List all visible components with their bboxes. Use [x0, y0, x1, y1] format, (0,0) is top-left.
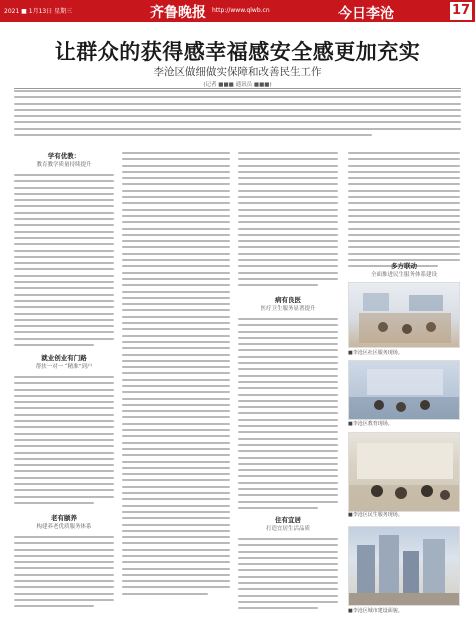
photo-caption-1: ■李沧区民生服务现场。 [348, 512, 403, 518]
column-3-text-top [238, 152, 338, 291]
photo-caption-2: ■李沧区教育现场。 [348, 421, 393, 427]
subtitle: 李沧区做细做实保障和改善民生工作 [153, 66, 322, 78]
photo-education [348, 360, 460, 420]
column-heading-elderly: 老有颐养 构建养老优质服务体系 [36, 514, 92, 530]
column-3-text-mid [238, 318, 338, 513]
headline: 让群众的获得感幸福感安全感更加充实 [54, 39, 421, 64]
newspaper-logo: 齐鲁晚报 [150, 5, 206, 21]
column-heading-coordination: 多方联动 全面推进民生服务体系建设 [370, 262, 437, 278]
photo-community-service [348, 282, 460, 348]
page-number: 17 [451, 3, 471, 18]
section-title: 今日李沧 [338, 6, 394, 22]
headline-divider [14, 88, 461, 89]
column-heading-employment: 就业创业有门路 帮扶一对一 “精准”到户 [35, 354, 93, 370]
newspaper-url[interactable]: http://www.qlwb.cn [212, 7, 270, 14]
issue-date: 2021 ■ 1月13日 星期三 [4, 8, 73, 15]
photo-caption-3: ■李沧区社区服务现场。 [348, 350, 403, 356]
column-heading-education: 学有优教： 教育教学质量持续提升 [36, 152, 92, 168]
column-heading-health: 病有良医 医疗卫生服务显著提升 [260, 296, 316, 312]
photo-city-construction [348, 526, 460, 606]
photo-caption-4: ■李沧区城市建设面貌。 [348, 608, 403, 614]
column-1c-text [14, 536, 114, 612]
column-heading-housing: 住有宜居 打造宜居生活品质 [265, 516, 310, 532]
masthead [0, 0, 475, 22]
column-2-text [122, 152, 230, 599]
lead-paragraph [14, 90, 461, 148]
column-4-text [348, 152, 460, 272]
column-1b-text [14, 376, 114, 508]
photo-livelihood-service [348, 432, 460, 512]
byline: (记者 ■■■ 通讯员 ■■■) [203, 82, 272, 88]
column-3-text-bottom [238, 538, 338, 614]
column-1-text [14, 174, 114, 350]
